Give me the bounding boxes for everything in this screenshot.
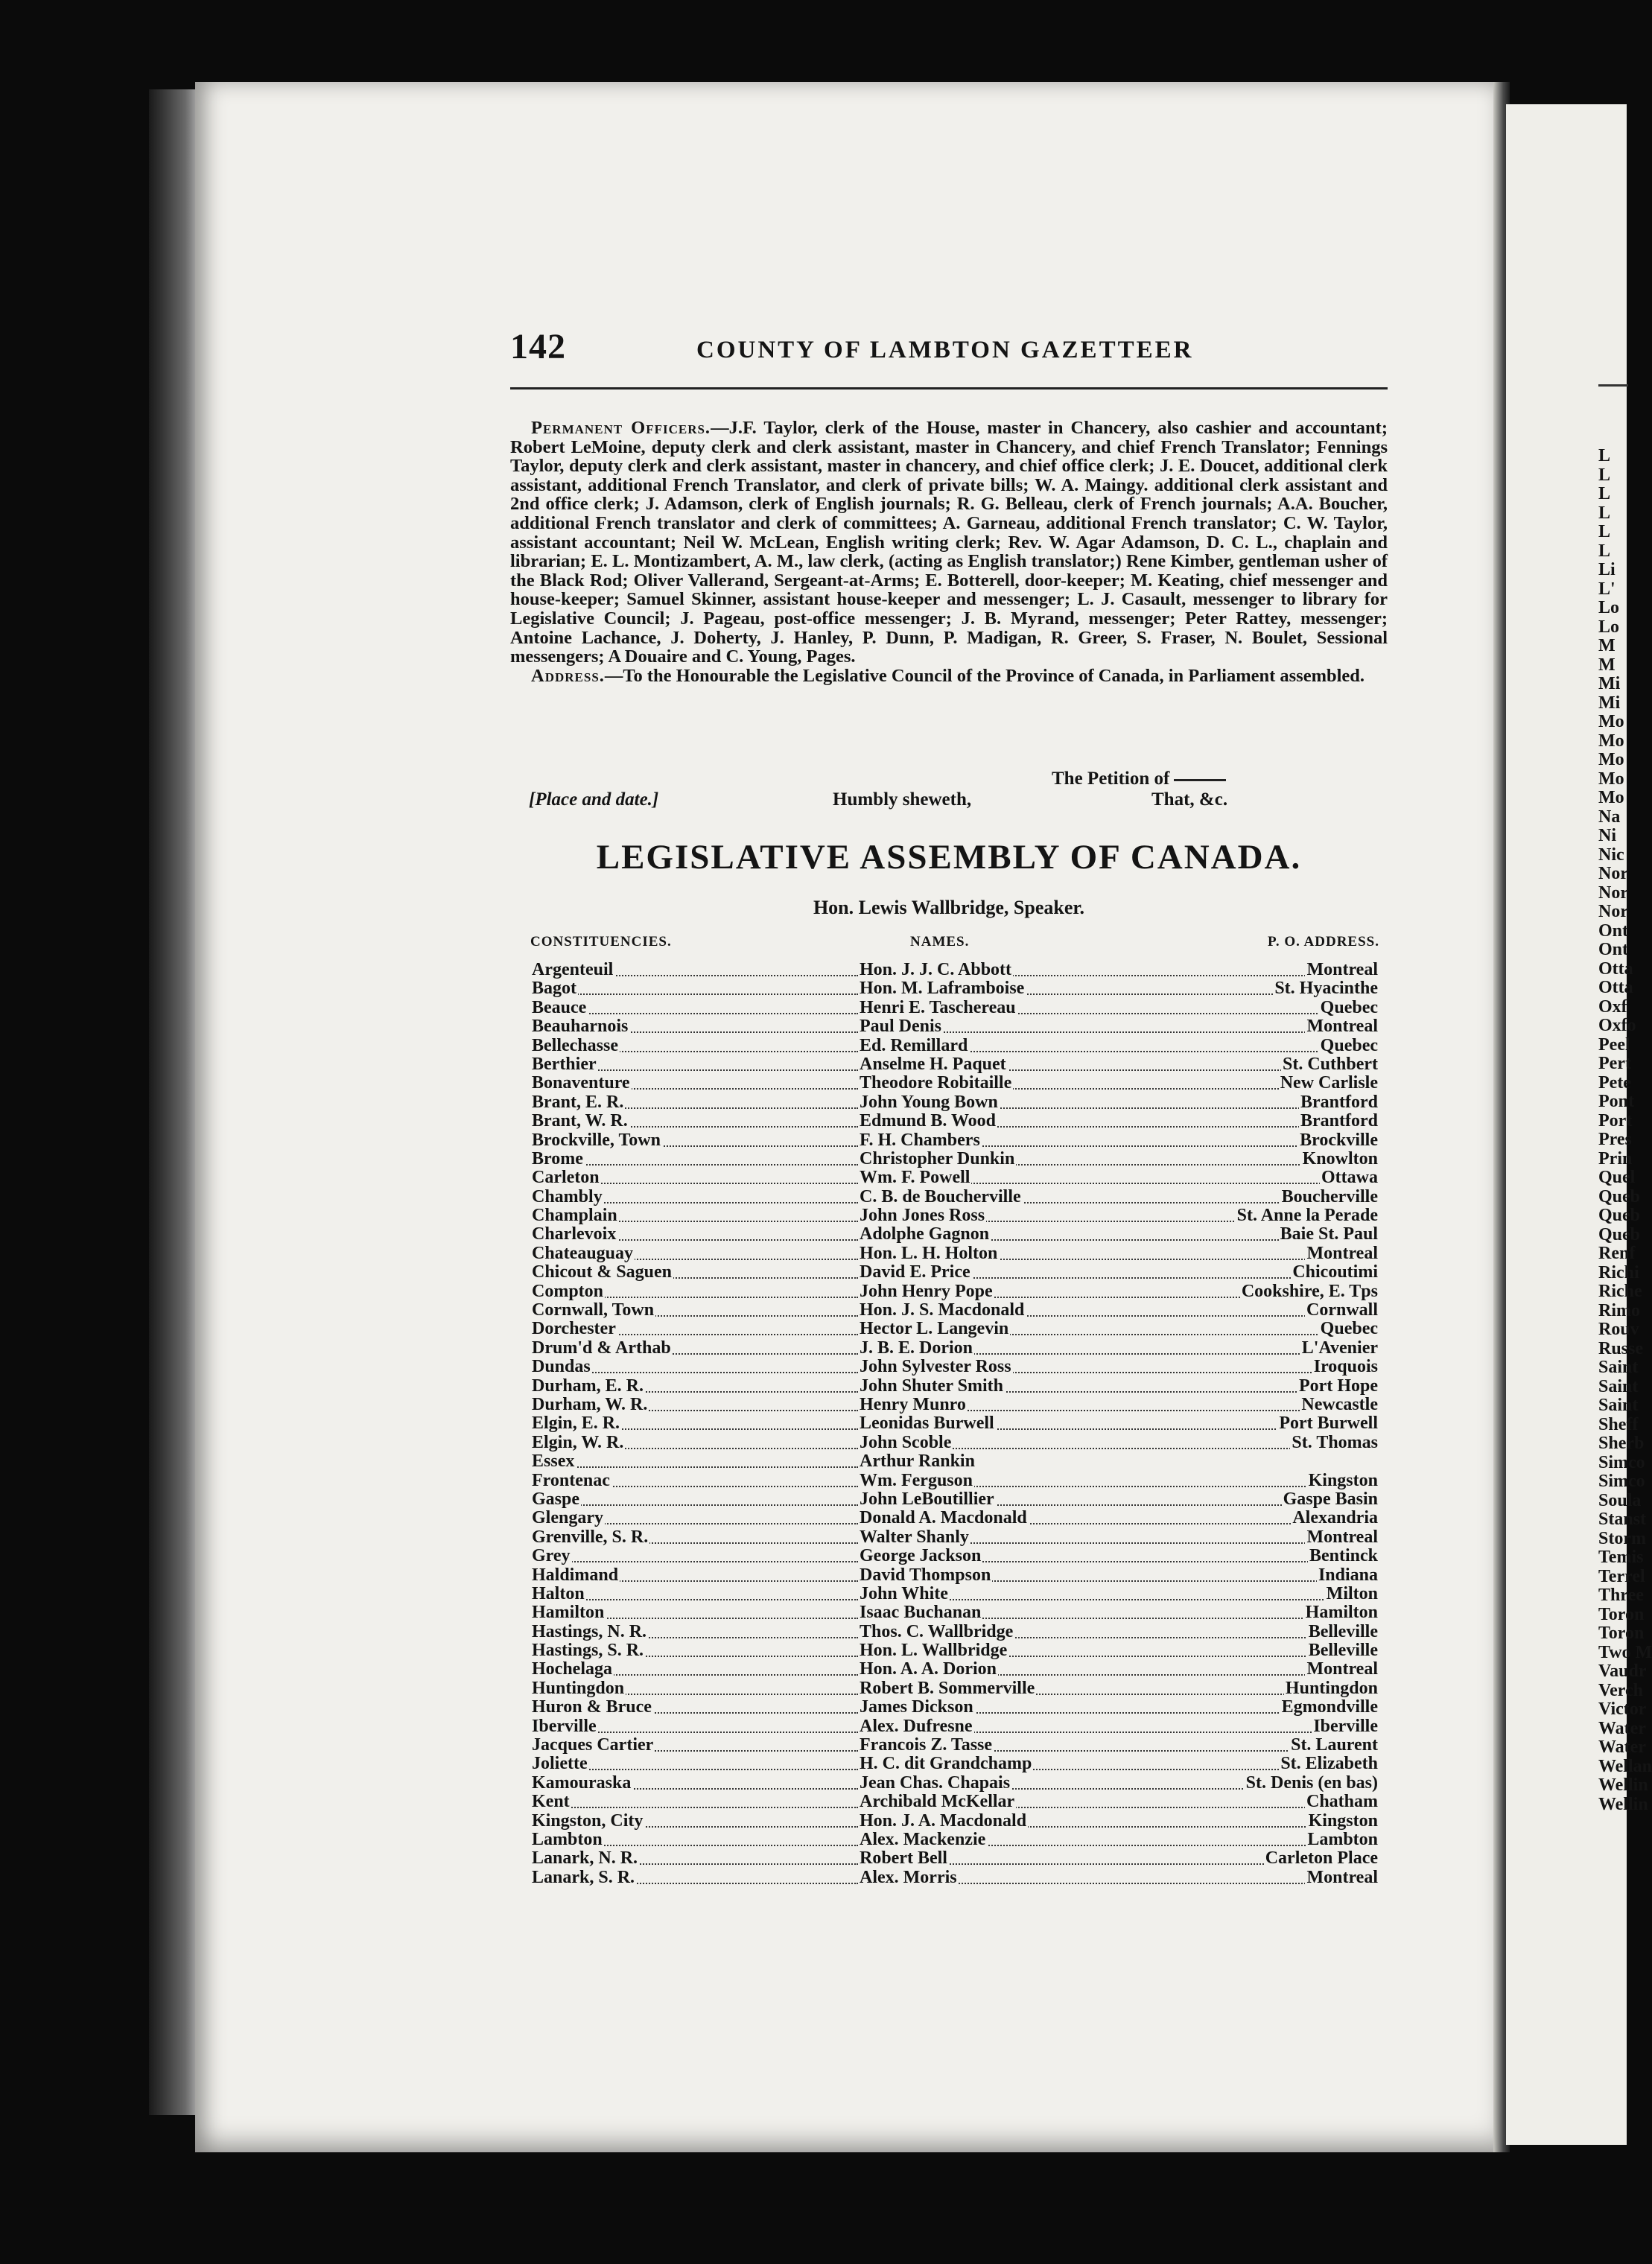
member-name-cell: Anselme H. Paquet (860, 1054, 1006, 1074)
right-page-fragment: Ont (1598, 920, 1629, 941)
member-name-cell: Robert Bell (860, 1848, 947, 1869)
right-page-fragment: Mi (1598, 674, 1621, 693)
right-page-fragment: M (1598, 655, 1616, 675)
right-page-fragment: L (1598, 503, 1611, 523)
right-page-fragment: Wellin (1598, 1775, 1648, 1795)
petition-dash (1174, 779, 1226, 781)
right-page-fragment: L (1598, 465, 1611, 485)
constituency-cell: Haldimand (532, 1565, 619, 1585)
table-row (530, 1717, 1379, 1736)
table-row (530, 1849, 1379, 1868)
po-address-cell: St. Cuthbert (1282, 1054, 1378, 1074)
constituency-cell: Elgin, E. R. (532, 1414, 620, 1434)
right-page-fragment: L (1598, 446, 1611, 465)
right-page-fragment: Mi (1598, 693, 1621, 713)
po-address-cell: Cookshire, E. Tps (1241, 1281, 1378, 1301)
column-headers (530, 934, 1379, 956)
right-page-fragment: Oxf (1598, 996, 1627, 1017)
po-address-cell: Kingston (1308, 1810, 1378, 1831)
place-date: [Place and date.] (529, 789, 659, 810)
right-page-fragment: Russe (1598, 1338, 1644, 1358)
member-name-cell: Hon. J. J. C. Abbott (860, 960, 1012, 979)
member-name-cell: Adolphe Gagnon (860, 1224, 990, 1244)
right-page-fragment: Pres (1598, 1130, 1632, 1149)
member-name-cell: Wm. Ferguson (860, 1470, 973, 1490)
right-page-fragment: Mo (1598, 750, 1624, 769)
table-row (530, 1660, 1379, 1679)
right-page-fragment: Toron (1598, 1604, 1645, 1624)
po-address-cell: St. Laurent (1291, 1735, 1378, 1755)
constituency-cell: Hastings, N. R. (532, 1621, 647, 1641)
right-page-fragment: Toron (1598, 1624, 1645, 1643)
header-po-address: P. O. ADDRESS. (1267, 934, 1379, 950)
right-page-fragment: Soula (1598, 1490, 1642, 1510)
po-address-cell: Gaspe Basin (1283, 1489, 1378, 1509)
right-page-fragment: Victor (1598, 1699, 1647, 1719)
permanent-officers-label: Permanent Officers. (531, 418, 711, 438)
member-name-cell: John LeBoutillier (860, 1489, 994, 1509)
petition-form-line (529, 789, 1385, 815)
member-name-cell: Walter Shanly (860, 1527, 969, 1547)
member-name-cell: Leonidas Burwell (860, 1414, 994, 1434)
constituency-cell: Drum'd & Arthab (532, 1338, 671, 1358)
table-row (530, 1282, 1379, 1301)
table-row (530, 1188, 1379, 1206)
table-row (530, 1093, 1379, 1112)
right-page-fragment: L (1598, 541, 1611, 561)
po-address-cell: Belleville (1308, 1641, 1378, 1661)
petition-text: The Petition of (1052, 769, 1170, 789)
po-address-cell: Port Hope (1299, 1376, 1378, 1396)
po-address-cell: Brantford (1300, 1111, 1378, 1131)
table-row (530, 1812, 1379, 1831)
member-name-cell: John Scoble (860, 1432, 952, 1452)
po-address-cell: Belleville (1308, 1621, 1378, 1641)
constituency-cell: Hamilton (532, 1603, 605, 1623)
constituency-cell: Argenteuil (532, 960, 614, 979)
table-row (530, 1320, 1379, 1338)
table-row (530, 1452, 1379, 1471)
right-page-fragment: Saint (1598, 1376, 1639, 1396)
constituency-cell: Kamouraska (532, 1772, 632, 1793)
table-row (530, 961, 1379, 979)
right-page-fragment: Pert (1598, 1054, 1631, 1073)
member-name-cell: Hon. M. Laframboise (860, 979, 1025, 999)
po-address-cell: Montreal (1306, 1659, 1378, 1679)
section-heading: LEGISLATIVE ASSEMBLY OF CANADA. (596, 838, 1302, 877)
po-address-cell: Montreal (1306, 1527, 1378, 1547)
right-page-fragment: Lo (1598, 617, 1620, 637)
right-page-fragment: Mo (1598, 769, 1624, 789)
right-page-fragment: Wellan (1598, 1756, 1652, 1776)
member-name-cell: Thos. C. Wallbridge (860, 1621, 1014, 1641)
right-page-fragment: Richi (1598, 1262, 1639, 1282)
right-page-fragment: Queb (1598, 1206, 1641, 1225)
po-address-cell: St. Hyacinthe (1274, 979, 1378, 999)
header-rule (510, 387, 1388, 389)
member-name-cell: John Young Bown (860, 1092, 998, 1112)
right-page-fragment: Oxfo (1598, 1016, 1636, 1035)
right-page-fragment: Water (1598, 1718, 1646, 1738)
officers-paragraphs (510, 419, 1388, 685)
constituency-cell: Huron & Bruce (532, 1697, 652, 1717)
table-row (530, 1434, 1379, 1452)
right-page-fragment: Rouv (1598, 1320, 1639, 1339)
member-name-cell: David Thompson (860, 1565, 991, 1585)
table-row (530, 1055, 1379, 1074)
right-page-fragment: Sheff (1598, 1414, 1639, 1434)
table-row (530, 1698, 1379, 1717)
table-row (530, 1774, 1379, 1793)
po-address-cell: Chatham (1306, 1792, 1378, 1812)
table-row (530, 1509, 1379, 1527)
constituency-cell: Elgin, W. R. (532, 1432, 624, 1452)
right-page-fragment: Water (1598, 1737, 1646, 1757)
table-row (530, 1566, 1379, 1585)
constituency-cell: Beauharnois (532, 1017, 629, 1037)
po-address-cell: Port Burwell (1279, 1414, 1378, 1434)
constituency-cell: Halton (532, 1583, 585, 1603)
constituency-cell: Kingston, City (532, 1810, 644, 1831)
address-text: —To the Honourable the Legislative Council of the Province of Canada, in Parliament assembled. (604, 665, 1365, 686)
address-paragraph (510, 667, 1388, 686)
constituency-cell: Bonaventure (532, 1073, 630, 1093)
speaker-line: Hon. Lewis Wallbridge, Speaker. (813, 897, 1085, 918)
member-name-cell: Arthur Rankin (860, 1451, 975, 1472)
right-page-fragment: L (1598, 522, 1611, 541)
po-address-cell: Bentinck (1309, 1546, 1378, 1566)
right-page-fragment: Otta (1598, 958, 1633, 979)
po-address-cell: New Carlisle (1280, 1073, 1378, 1093)
po-address-cell: Chicoutimi (1292, 1262, 1378, 1282)
constituency-cell: Champlain (532, 1206, 617, 1226)
right-page-fragment: Quel (1598, 1168, 1636, 1187)
constituency-cell: Lambton (532, 1829, 603, 1849)
constituency-cell: Grenville, S. R. (532, 1527, 649, 1547)
right-page-fragment: Saint (1598, 1396, 1639, 1415)
member-name-cell: Alex. Morris (860, 1867, 957, 1887)
member-name-cell: John Jones Ross (860, 1206, 985, 1226)
constituency-cell: Dundas (532, 1357, 591, 1377)
right-page-fragment: Lo (1598, 598, 1620, 617)
constituency-cell: Gaspe (532, 1489, 580, 1509)
table-row (530, 1396, 1379, 1414)
po-address-cell: Knowlton (1302, 1148, 1378, 1168)
right-page-fragment: Stanst (1598, 1510, 1647, 1529)
po-address-cell: Indiana (1318, 1565, 1378, 1585)
member-name-cell: Jean Chas. Chapais (860, 1772, 1011, 1793)
constituency-cell: Charlevoix (532, 1224, 617, 1244)
po-address-cell: Lambton (1307, 1829, 1378, 1849)
right-page-fragment: Pont (1598, 1092, 1634, 1111)
po-address-cell: Brantford (1300, 1092, 1378, 1112)
right-page-fragment: Two M (1598, 1642, 1652, 1662)
right-page-fragment: L (1598, 484, 1611, 503)
table-row (530, 1490, 1379, 1509)
table-row (530, 1831, 1379, 1849)
constituency-cell: Cornwall, Town (532, 1300, 655, 1320)
po-address-cell: Montreal (1306, 1243, 1378, 1263)
member-name-cell: Wm. F. Powell (860, 1168, 970, 1188)
po-address-cell: Hamilton (1305, 1603, 1378, 1623)
right-page-fragment: Mo (1598, 712, 1624, 731)
po-address-cell: Cornwall (1306, 1300, 1378, 1320)
that-etc: That, &c. (1151, 789, 1228, 810)
po-address-cell: Ottawa (1321, 1168, 1378, 1188)
right-page-fragment: Mo (1598, 788, 1624, 807)
leader-dots (530, 1547, 858, 1562)
right-page-fragment: Ont (1598, 940, 1629, 959)
right-page-fragment: Temis (1598, 1548, 1644, 1567)
leader-dots (530, 979, 858, 995)
member-name-cell: Archibald McKellar (860, 1792, 1015, 1812)
page-header (510, 326, 1389, 393)
member-name-cell: Hon. J. S. Macdonald (860, 1300, 1025, 1320)
member-name-cell: Hon. A. A. Dorion (860, 1659, 997, 1679)
constituency-cell: Chambly (532, 1186, 603, 1206)
permanent-officers-paragraph (510, 419, 1388, 667)
constituency-cell: Dorchester (532, 1319, 616, 1339)
right-page-rule (1598, 384, 1628, 387)
table-row (530, 1150, 1379, 1168)
table-row (530, 1641, 1379, 1660)
member-name-cell: Henri E. Taschereau (860, 997, 1016, 1017)
right-page-fragment: Peel (1598, 1034, 1630, 1055)
constituency-cell: Glengary (532, 1508, 603, 1528)
member-name-cell: John Henry Pope (860, 1281, 993, 1301)
member-name-cell: John Shuter Smith (860, 1376, 1003, 1396)
member-name-cell: C. B. de Boucherville (860, 1186, 1021, 1206)
member-name-cell: Edmund B. Wood (860, 1111, 996, 1131)
constituency-cell: Compton (532, 1281, 604, 1301)
right-page-fragment: Mo (1598, 731, 1624, 751)
running-title: COUNTY OF LAMBTON GAZETTEER (696, 337, 1194, 363)
right-page-fragment: Queb (1598, 1224, 1641, 1244)
table-row (530, 1168, 1379, 1187)
member-name-cell: John White (860, 1583, 948, 1603)
right-page-fragment: Three (1598, 1586, 1644, 1605)
page-number: 142 (510, 327, 566, 366)
humbly-sheweth: Humbly sheweth, (833, 789, 972, 810)
petition-line (1052, 769, 1226, 789)
right-page-fragment: Nic (1598, 845, 1624, 865)
table-row (530, 1472, 1379, 1490)
right-page-fragment: Verch (1598, 1680, 1643, 1700)
right-page-fragment: Nor (1598, 902, 1628, 921)
constituency-cell: Brant, E. R. (532, 1092, 624, 1112)
right-page-fragment: Riche (1598, 1282, 1642, 1301)
table-row (530, 1131, 1379, 1150)
address-label: Address. (531, 665, 605, 686)
table-row (530, 1547, 1379, 1565)
right-page-fragment: Otta (1598, 978, 1633, 997)
constituency-cell: Iberville (532, 1716, 597, 1736)
right-page-fragment: Sherb (1598, 1434, 1645, 1453)
po-address-cell: St. Denis (en bas) (1245, 1772, 1378, 1793)
constituency-cell: Chicout & Saguen (532, 1262, 673, 1282)
po-address-cell: Iroquois (1313, 1357, 1378, 1377)
po-address-cell: Carleton Place (1265, 1848, 1378, 1869)
right-page-fragment: Na (1598, 807, 1621, 827)
member-name-cell: Ed. Remillard (860, 1035, 968, 1055)
member-name-cell: H. C. dit Grandchamp (860, 1754, 1032, 1774)
po-address-cell: St. Anne la Perade (1236, 1206, 1378, 1226)
right-page-fragment: Ni (1598, 826, 1616, 845)
right-page-fragment: Terrel (1598, 1566, 1645, 1586)
member-name-cell: Hon. L. H. Holton (860, 1243, 998, 1263)
table-row (530, 1339, 1379, 1358)
constituency-cell: Grey (532, 1546, 571, 1566)
constituency-cell: Durham, W. R. (532, 1394, 648, 1414)
member-name-cell: Isaac Buchanan (860, 1603, 982, 1623)
po-address-cell: Milton (1326, 1583, 1378, 1603)
po-address-cell: Newcastle (1301, 1394, 1378, 1414)
table-row (530, 1869, 1379, 1887)
table-row (530, 1244, 1379, 1263)
right-page-fragment: Renf (1598, 1244, 1636, 1263)
constituency-cell: Kent (532, 1792, 570, 1812)
constituency-cell: Brant, W. R. (532, 1111, 628, 1131)
constituency-cell: Essex (532, 1451, 575, 1472)
permanent-officers-text: —J.F. Taylor, clerk of the House, master in Chancery, also cashier and accountant; Robert LeMoine, deputy clerk and clerk assistant, master in Chancery, and chief French Translator; Fennings Taylor, deputy clerk and clerk assistant, master in chancery, and chief office clerk; J. E. Doucet, additional clerk assistant, additional French Translator, and clerk of private bills; W. A. Maingy. additional clerk assistant and 2nd office clerk; J. Adamson, clerk of English journals; R. G. Belleau, clerk of French journals; A.A. Boucher, additional French translator and clerk of committees; A. Garneau, additional French translator; C. W. Taylor, assistant accountant; Neil W. McLean, English writing clerk; Rev. W. Agar Adamson, D. C. L., chaplain and librarian; E. L. Montizambert, A. M., law clerk, (acting as English translator;) Rene Kimber, gentleman usher of the Black Rod; Oliver Vallerand, Sergeant-at-Arms; E. Botterell, door-keeper; M. Keating, chief messenger and house-keeper; Samuel Skinner, assistant house-keeper and messenger; L. J. Casault, messenger to library for Legislative Council; J. Pageau, post-office messenger; J. B. Myrand, messenger; Peter Rattey, messenger; Antoine Lachance, J. Doherty, J. Hanley, P. Dunn, P. Madigan, R. Greer, S. Fraser, N. Boulet, Sessional messengers; A Douaire and C. Young, Pages. (510, 418, 1388, 667)
header-names: NAMES. (910, 934, 970, 950)
header-constituencies: CONSTITUENCIES. (530, 934, 672, 950)
member-name-cell: George Jackson (860, 1546, 982, 1566)
constituency-cell: Frontenac (532, 1470, 610, 1490)
right-page-fragment: Rimo (1598, 1300, 1640, 1320)
member-name-cell: James Dickson (860, 1697, 973, 1717)
table-row (530, 1377, 1379, 1396)
constituency-cell: Hastings, S. R. (532, 1641, 644, 1661)
member-name-cell: Hector L. Langevin (860, 1319, 1009, 1339)
table-row (530, 1528, 1379, 1547)
right-page-fragment: M (1598, 636, 1616, 655)
po-address-cell: Montreal (1306, 1017, 1378, 1037)
right-page-fragment: Nor (1598, 864, 1628, 883)
po-address-cell: St. Elizabeth (1280, 1754, 1378, 1774)
table-row (530, 1414, 1379, 1433)
member-name-cell: Henry Munro (860, 1394, 966, 1414)
right-page-fragment: Port (1598, 1110, 1633, 1131)
table-row (530, 1074, 1379, 1093)
po-address-cell: Egmondville (1281, 1697, 1378, 1717)
member-name-cell: John Sylvester Ross (860, 1357, 1011, 1377)
constituency-cell: Lanark, S. R. (532, 1867, 635, 1887)
table-row (530, 1017, 1379, 1036)
constituency-cell: Chateauguay (532, 1243, 634, 1263)
table-row (530, 1225, 1379, 1244)
table-row (530, 999, 1379, 1017)
table-row (530, 979, 1379, 998)
po-address-cell: L'Avenier (1301, 1338, 1378, 1358)
constituency-cell: Lanark, N. R. (532, 1848, 638, 1869)
member-name-cell: J. B. E. Dorion (860, 1338, 973, 1358)
table-row (530, 1206, 1379, 1225)
table-row (530, 1623, 1379, 1641)
member-name-cell: Theodore Robitaille (860, 1073, 1012, 1093)
right-page-fragment: Prin (1598, 1148, 1633, 1168)
table-row (530, 1301, 1379, 1320)
right-page-fragment: Pete (1598, 1072, 1631, 1093)
po-address-cell: Quebec (1320, 997, 1378, 1017)
right-page-fragment: Storm (1598, 1528, 1646, 1548)
constituency-cell: Bellechasse (532, 1035, 618, 1055)
right-page-fragment: Simco (1598, 1452, 1645, 1472)
po-address-cell: Quebec (1320, 1319, 1378, 1339)
leader-dots (530, 1793, 858, 1808)
table-row (530, 1263, 1379, 1282)
constituency-cell: Carleton (532, 1168, 600, 1188)
book-spine (149, 89, 201, 2115)
right-page-fragment: Nor (1598, 883, 1628, 903)
constituency-cell: Hochelaga (532, 1659, 612, 1679)
member-name-cell: Paul Denis (860, 1017, 942, 1037)
member-name-cell: Alex. Mackenzie (860, 1829, 986, 1849)
right-page-fragments (1598, 446, 1652, 1814)
table-row (530, 1358, 1379, 1376)
right-page-fragment: Saint (1598, 1358, 1639, 1377)
po-address-cell: St. Thomas (1292, 1432, 1378, 1452)
member-name-cell: Christopher Dunkin (860, 1148, 1015, 1168)
po-address-cell: Alexandria (1292, 1508, 1378, 1528)
constituency-cell: Joliette (532, 1754, 588, 1774)
table-row (530, 1037, 1379, 1055)
table-row (530, 1585, 1379, 1603)
constituency-cell: Berthier (532, 1054, 597, 1074)
table-row (530, 1755, 1379, 1773)
right-page-fragment: Li (1598, 560, 1616, 579)
member-name-cell: Hon. J. A. Macdonald (860, 1810, 1027, 1831)
right-page-fragment: Queb (1598, 1186, 1641, 1206)
table-row (530, 1679, 1379, 1698)
po-address-cell: Iberville (1313, 1716, 1378, 1736)
constituency-cell: Beauce (532, 997, 587, 1017)
member-name-cell: David E. Price (860, 1262, 970, 1282)
member-name-cell: Robert B. Sommerville (860, 1678, 1035, 1698)
member-name-cell: F. H. Chambers (860, 1130, 980, 1150)
members-table (530, 961, 1379, 1887)
table-row (530, 1793, 1379, 1811)
po-address-cell: Boucherville (1281, 1186, 1378, 1206)
constituency-cell: Huntingdon (532, 1678, 625, 1698)
right-page-fragment: Wellin (1598, 1794, 1648, 1814)
constituency-cell: Durham, E. R. (532, 1376, 644, 1396)
member-name-cell: Alex. Dufresne (860, 1716, 973, 1736)
constituency-cell: Brome (532, 1148, 583, 1168)
po-address-cell: Huntingdon (1285, 1678, 1378, 1698)
constituency-cell: Brockville, Town (532, 1130, 661, 1150)
table-row (530, 1603, 1379, 1622)
leader-dots (530, 1452, 858, 1468)
po-address-cell: Montreal (1306, 1867, 1378, 1887)
constituency-cell: Bagot (532, 979, 576, 999)
member-name-cell: Francois Z. Tasse (860, 1735, 993, 1755)
po-address-cell: Baie St. Paul (1280, 1224, 1378, 1244)
table-row (530, 1112, 1379, 1131)
po-address-cell: Kingston (1308, 1470, 1378, 1490)
po-address-cell: Montreal (1306, 960, 1378, 979)
constituency-cell: Jacques Cartier (532, 1735, 654, 1755)
right-page-fragment: Simco (1598, 1472, 1645, 1491)
po-address-cell: Brockville (1300, 1130, 1378, 1150)
po-address-cell: Quebec (1320, 1035, 1378, 1055)
member-name-cell: Hon. L. Wallbridge (860, 1641, 1008, 1661)
right-page-fragment: Vaudr (1598, 1662, 1647, 1681)
right-page-fragment: L' (1598, 579, 1616, 599)
member-name-cell: Donald A. Macdonald (860, 1508, 1027, 1528)
table-row (530, 1736, 1379, 1755)
